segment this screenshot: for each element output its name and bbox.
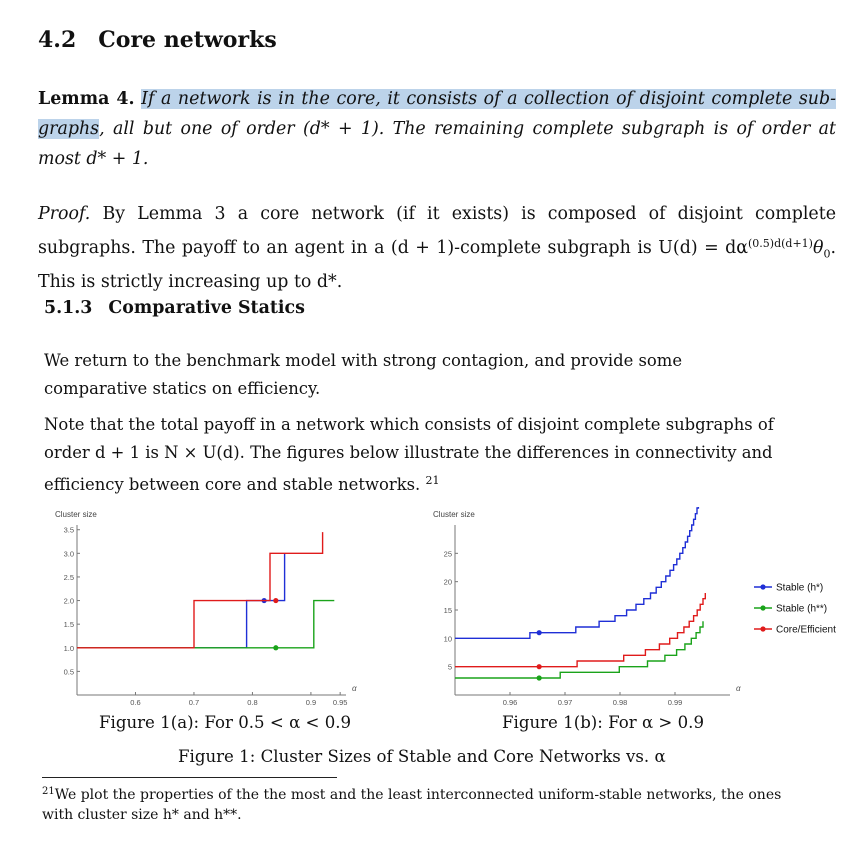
y-tick-label: 10 xyxy=(443,634,452,644)
y-tick-label: 3.0 xyxy=(63,549,74,559)
series-line-core xyxy=(77,532,323,648)
figure-1b-chart xyxy=(428,507,850,712)
y-tick-label: 5 xyxy=(447,662,452,672)
series-marker-stable_hstarstar xyxy=(273,645,278,650)
series-line-stable_hstar xyxy=(455,507,705,638)
x-tick-label: 0.98 xyxy=(612,698,628,707)
x-tick-label: 0.97 xyxy=(557,698,573,707)
proof-theta: θ xyxy=(812,238,824,258)
lemma-label: Lemma 4. xyxy=(38,89,135,109)
y-tick-label: 2.0 xyxy=(63,596,74,606)
series-marker-stable_hstarstar xyxy=(537,675,542,680)
figure-1a-caption: Figure 1(a): For 0.5 < α < 0.9 xyxy=(99,713,352,732)
x-tick-label: 0.8 xyxy=(247,698,258,707)
subsection-heading xyxy=(44,298,305,318)
y-tick-label: 2.5 xyxy=(63,572,74,582)
y-tick-label: 0.5 xyxy=(63,667,74,677)
proof-exponent: (0.5)d(d+1) xyxy=(748,237,813,250)
series-marker-core xyxy=(273,598,278,603)
series-marker-stable_hstar xyxy=(537,630,542,635)
legend-marker-stable_hstar xyxy=(760,584,765,589)
proof-text-2: . This is strictly increasing up to d*. xyxy=(38,238,836,293)
y-tick-label: 20 xyxy=(443,577,452,587)
footnote xyxy=(42,782,802,825)
proof-text-1: By Lemma 3 a core network (if it exists) is composed of disjoint complete subgraphs. The payoff to an agent in a (d + 1)-complete subgraph is U(d) = dα xyxy=(38,204,837,258)
series-line-stable_hstarstar xyxy=(455,621,703,678)
selected-text[interactable]: If a network is in the core, it consists of a collection of disjoint complete sub-graphs xyxy=(38,89,837,139)
lemma-text: , all but one of order (d* + 1). The remaining complete subgraph is of order at most d* + 1. xyxy=(38,119,836,169)
proof-label: Proof. xyxy=(38,204,91,224)
y-tick-label: 1.0 xyxy=(63,643,74,653)
lemma-block[interactable] xyxy=(38,84,836,174)
x-tick-label: 0.9 xyxy=(305,698,317,707)
section-number: 4.2 xyxy=(38,27,77,53)
x-tick-label: 0.96 xyxy=(502,698,518,707)
figure-1-caption: Figure 1: Cluster Sizes of Stable and Core Networks vs. α xyxy=(178,747,666,766)
x-axis-label: α xyxy=(736,684,741,693)
x-tick-label: 0.7 xyxy=(188,698,200,707)
y-tick-label: 1.5 xyxy=(63,620,74,630)
section-heading xyxy=(38,27,277,53)
x-tick-label: 0.95 xyxy=(332,698,348,707)
series-line-stable_hstarstar xyxy=(77,601,334,648)
legend-marker-stable_hstarstar xyxy=(760,605,765,610)
legend-label-core: Core/Efficient xyxy=(776,624,836,636)
paragraph-2-text: Note that the total payoff in a network which consists of disjoint complete subgraphs of order d + 1 is N × U(d). The figures below illustrate the differences in connectivity and efficiency between core and stable networks. xyxy=(44,415,774,494)
subsection-number: 5.1.3 xyxy=(44,298,93,318)
footnote-ref[interactable]: 21 xyxy=(425,474,440,487)
paragraph-2 xyxy=(44,411,784,499)
x-tick-label: 0.99 xyxy=(667,698,683,707)
footnote-text: We plot the properties of the the most and the least interconnected uniform-stable networks, the ones with cluster size h* and h**. xyxy=(42,787,782,823)
figure-1a-chart xyxy=(50,507,420,712)
x-tick-label: 0.6 xyxy=(130,698,141,707)
legend-marker-core xyxy=(760,626,765,631)
subsection-title: Comparative Statics xyxy=(108,298,305,318)
x-axis-label: α xyxy=(352,684,357,693)
figure-1b-caption: Figure 1(b): For α > 0.9 xyxy=(502,713,705,732)
y-axis-label: Cluster size xyxy=(433,510,475,519)
paragraph-1: We return to the benchmark model with strong contagion, and provide some comparative statics on efficiency. xyxy=(44,351,683,398)
y-tick-label: 25 xyxy=(443,549,452,559)
y-tick-label: 15 xyxy=(443,606,452,615)
y-axis-label: Cluster size xyxy=(55,510,97,519)
proof-theta-sub: 0 xyxy=(823,247,831,261)
series-marker-core xyxy=(537,664,542,669)
footnote-rule xyxy=(42,777,337,778)
legend-label-stable_hstarstar: Stable (h**) xyxy=(776,603,828,615)
y-tick-label: 3.5 xyxy=(63,525,74,535)
footnote-number: 21 xyxy=(42,786,55,797)
proof-block xyxy=(38,200,836,297)
section-title: Core networks xyxy=(98,27,277,53)
legend-label-stable_hstar: Stable (h*) xyxy=(776,582,824,594)
